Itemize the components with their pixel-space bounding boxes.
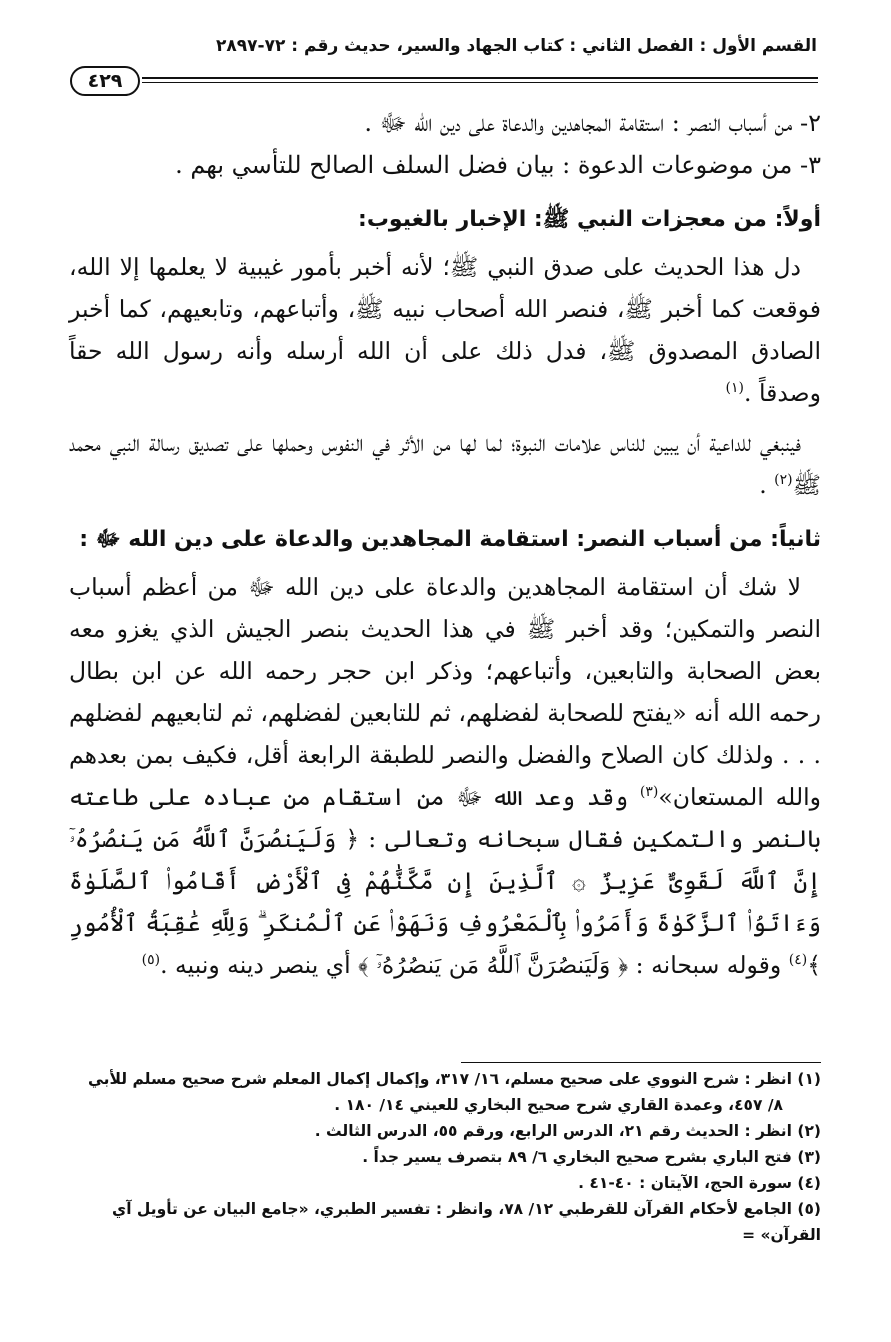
footnote-text: انظر : الحديث رقم ٢١، الدرس الرابع، ورقم ٥٥، الدرس الثالث . — [314, 1122, 792, 1140]
footnote-text: سورة الحج، الآيتان : ٤٠-٤١ . — [578, 1174, 792, 1192]
footnote-1 — [69, 1066, 821, 1092]
section2-text-b: وقد وعد الله ﷻ من استقام من عباده على طاعته بالنصر والتمكين فقال سبحانه وتعالى : ﴿ وَلَيَنصُرَنَّ ٱللَّهُ مَن يَنصُرُهُۥٓ إِنَّ ٱللَّهَ لَقَوِىٌّ عَزِيزٌ ۞ ٱلَّذِينَ إِن مَّكَّنَّٰهُمْ فِى ٱلْأَرْضِ أَقَامُوا۟ ٱلصَّلَوٰةَ وَءَاتَوُا۟ ٱلزَّكَوٰةَ وَأَمَرُوا۟ بِٱلْمَعْرُوفِ وَنَهَوْا۟ عَنِ ٱلْمُنكَرِ ۗ وَلِلَّهِ عَٰقِبَةُ ٱلْأُمُورِ ﴾ — [69, 783, 821, 979]
footnote-number: (٥) — [797, 1200, 821, 1218]
section2-text-c: وقوله سبحانه : ﴿ وَلَيَنصُرَنَّ ٱللَّهُ مَن يَنصُرُهُۥٓ ﴾ أي ينصر دينه ونبيه . — [160, 951, 789, 979]
footnote-3 — [69, 1144, 821, 1170]
header-rule-thick — [142, 77, 818, 79]
footnote-text: الجامع لأحكام القرآن للقرطبي ١٢/ ٧٨، وانظر : تفسير الطبري، «جامع البيان عن تأويل آي القرآن» = — [112, 1200, 821, 1244]
footnote-text: فتح الباري بشرح صحيح البخاري ٦/ ٨٩ بتصرف يسير جداً . — [362, 1148, 792, 1166]
footnote-ref-5: (٥) — [141, 952, 161, 969]
footnote-number: (١) — [797, 1070, 821, 1088]
page-number: ٤٢٩ — [70, 66, 140, 96]
point-2: ٢- من أسباب النصر : استقامة المجاهدين والدعاة على دين الله ﷻ . — [364, 109, 821, 137]
footnote-ref-1: (١) — [725, 380, 745, 397]
footnote-ref-2: (٢) — [774, 472, 793, 489]
footnote-2 — [69, 1118, 821, 1144]
point-3: ٣- من موضوعات الدعوة : بيان فضل السلف الصالح للتأسي بهم . — [175, 151, 821, 179]
section1-paragraph-2 — [69, 422, 821, 506]
main-text — [69, 102, 821, 994]
running-header: القسم الأول : الفصل الثاني : كتاب الجهاد والسير، حديث رقم : ٧٢-٢٨٩٧ — [216, 36, 817, 56]
section1-para1-text: دل هذا الحديث على صدق النبي ﷺ؛ لأنه أخبر بأمور غيبية لا يعلمها إلا الله، فوقعت كما أخبر ﷺ، فنصر الله أصحاب نبيه ﷺ، وأتباعهم، وتابعيهم، كما أخبر الصادق المصدوق ﷺ، فدل ذلك على أن الله أرسله وأنه رسول الله حقاً وصدقاً . — [69, 253, 821, 407]
footnote-4 — [69, 1170, 821, 1196]
footnotes — [69, 1066, 821, 1248]
footnote-ref-4: (٤) — [788, 952, 808, 969]
header-rule — [70, 66, 818, 100]
section2-paragraph — [69, 566, 821, 986]
section1-para2-end: . — [759, 471, 775, 499]
footnote-text: انظر : شرح النووي على صحيح مسلم، ١٦/ ٣١٧، وإكمال إكمال المعلم شرح صحيح مسلم للأبي — [87, 1070, 792, 1088]
footnote-1-continued — [69, 1092, 821, 1118]
section1-para2-text: فينبغي للداعية أن يبين للناس علامات النبوة؛ لما لها من الأثر في النفوس وحملها على تصديق رسالة النبي محمد ﷺ — [69, 429, 821, 499]
footnote-number: (٤) — [797, 1174, 821, 1192]
footnote-number: (٣) — [797, 1148, 821, 1166]
header-rule-thin — [142, 82, 818, 83]
section-heading-1: أولاً: من معجزات النبي ﷺ: الإخبار بالغيوب: — [358, 207, 821, 232]
section1-paragraph-1 — [69, 246, 821, 414]
footnote-number: (٢) — [797, 1122, 821, 1140]
footnote-5 — [69, 1196, 821, 1248]
section2-text-a: لا شك أن استقامة المجاهدين والدعاة على دين الله ﷻ من أعظم أسباب النصر والتمكين؛ وقد أخبر ﷺ في هذا الحديث بنصر الجيش الذي يغزو معه بعض الصحابة والتابعين، وأتباعهم؛ وذكر ابن حجر رحمه الله عن ابن بطال رحمه الله أنه «يفتح للصحابة لفضلهم، ثم للتابعين لفضلهم، ثم لتابعيهم لفضلهم . . . ولذلك كان الصلاح والفضل والنصر للطبقة الرابعة أقل، فكيف بمن بعدهم والله المستعان» — [69, 573, 821, 811]
footnote-text: ٨/ ٤٥٧، وعمدة القاري شرح صحيح البخاري للعيني ١٤/ ١٨٠ . — [334, 1096, 783, 1114]
section-heading-2: ثانياً: من أسباب النصر: استقامة المجاهدين والدعاة على دين الله ﷻ : — [79, 527, 821, 552]
footnote-ref-3: (٣) — [639, 784, 659, 801]
footnote-separator — [461, 1062, 821, 1063]
